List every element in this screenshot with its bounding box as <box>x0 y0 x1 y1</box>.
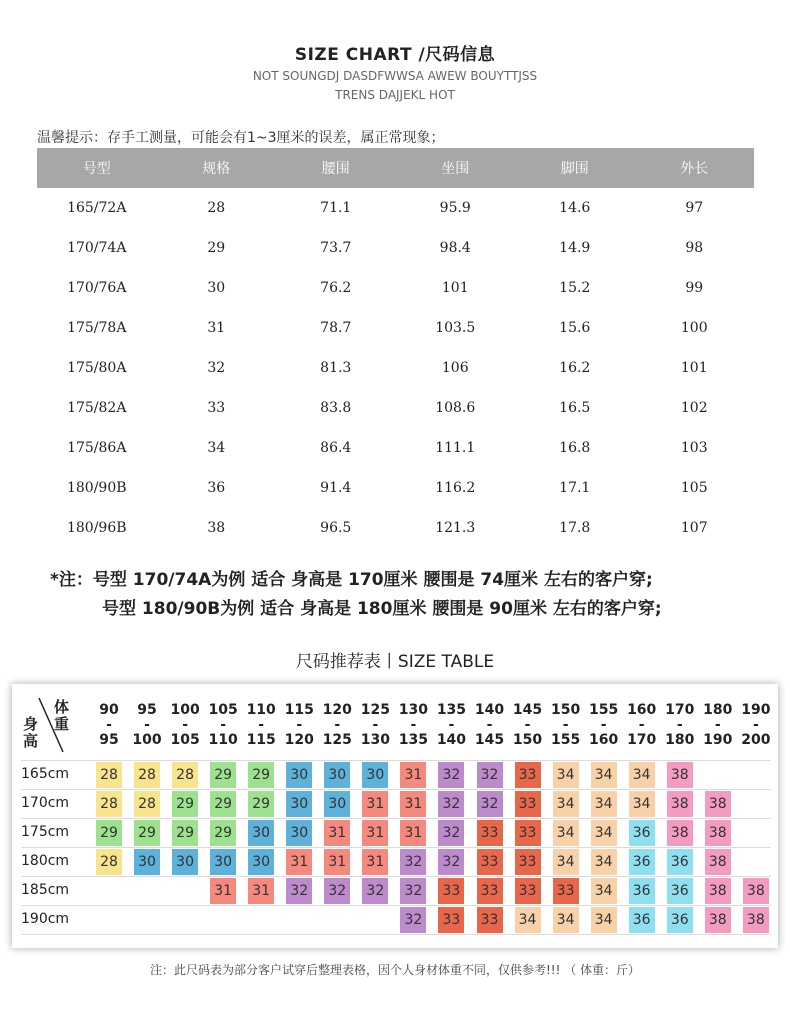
size-cell: 34 <box>591 762 617 788</box>
size-cell: 38 <box>743 907 769 933</box>
weight-range-header <box>128 703 166 748</box>
table-cell: 34 <box>207 440 226 456</box>
size-cell: 32 <box>438 791 464 817</box>
size-cell: 33 <box>477 820 503 846</box>
size-cell: 32 <box>438 820 464 846</box>
size-cell: 29 <box>134 820 160 846</box>
table-cell: 30 <box>207 280 226 296</box>
table-cell: 76.2 <box>320 280 352 296</box>
weight-range-high: 160 <box>589 732 619 748</box>
size-cell: 36 <box>629 849 655 875</box>
weight-range-dash: - <box>296 717 303 733</box>
table-row <box>37 428 754 468</box>
size-cell: 28 <box>172 762 198 788</box>
size-cell: 31 <box>324 820 350 846</box>
table-cell: 105 <box>680 480 708 496</box>
table-cell: 78.7 <box>320 320 352 336</box>
weight-range-header <box>699 703 737 748</box>
table-cell: 28 <box>207 200 226 216</box>
table-cell: 73.7 <box>320 240 352 256</box>
size-cell: 38 <box>705 791 731 817</box>
size-cell: 32 <box>324 878 350 904</box>
size-cell: 33 <box>553 878 579 904</box>
size-cell: 36 <box>667 849 693 875</box>
height-row-label: 175cm <box>21 824 70 840</box>
table-cell: 101 <box>680 360 708 376</box>
weight-range-dash: - <box>448 717 455 733</box>
height-row-label: 165cm <box>21 766 70 782</box>
table-cell: 175/86A <box>67 440 127 456</box>
size-cell: 38 <box>667 791 693 817</box>
size-cell: 30 <box>134 849 160 875</box>
size-cell: 28 <box>134 762 160 788</box>
weight-range-low: 135 <box>436 702 467 718</box>
col-header-waist: 腰围 <box>276 148 396 188</box>
table-cell: 99 <box>685 280 704 296</box>
weight-range-low: 160 <box>627 702 657 718</box>
page-title: SIZE CHART /尺码信息 <box>294 45 496 65</box>
weight-range-high: 105 <box>170 732 200 748</box>
weight-range-low: 105 <box>208 702 238 718</box>
table-cell: 29 <box>207 240 226 256</box>
weight-range-header <box>737 703 775 748</box>
size-cell: 30 <box>248 849 274 875</box>
size-cell: 38 <box>705 878 731 904</box>
weight-range-dash: - <box>486 717 493 733</box>
size-recommend-table <box>12 684 778 948</box>
grid-divider <box>21 847 771 848</box>
table-cell: 16.5 <box>559 400 591 416</box>
size-cell: 34 <box>553 820 579 846</box>
size-cell: 30 <box>362 762 388 788</box>
weight-range-low: 100 <box>170 702 200 718</box>
note-example-2: 号型 180/90B为例 适合 身高是 180厘米 腰围是 90厘米 左右的客户穿; <box>102 599 662 619</box>
table-cell: 116.2 <box>435 480 476 496</box>
size-cell: 28 <box>96 762 122 788</box>
size-cell: 32 <box>438 849 464 875</box>
weight-range-high: 100 <box>132 732 162 748</box>
weight-range-dash: - <box>676 717 683 733</box>
grid-divider <box>21 818 771 819</box>
size-cell: 30 <box>324 762 350 788</box>
size-cell: 34 <box>591 791 617 817</box>
table-cell: 102 <box>680 400 708 416</box>
weight-range-low: 140 <box>474 702 505 718</box>
col-header-size-code: 号型 <box>37 148 157 188</box>
table-row <box>37 348 754 388</box>
size-table-header-row <box>37 148 754 188</box>
weight-range-low: 145 <box>512 702 543 718</box>
weight-range-high: 170 <box>627 732 657 748</box>
table-cell: 96.5 <box>320 520 352 536</box>
table-cell: 175/78A <box>67 320 127 336</box>
weight-range-header <box>204 703 242 748</box>
weight-range-high: 140 <box>436 732 467 748</box>
height-row-label: 190cm <box>21 911 70 927</box>
table-cell: 100 <box>680 320 708 336</box>
table-cell: 32 <box>207 360 226 376</box>
size-cell: 36 <box>667 878 693 904</box>
table-cell: 17.1 <box>559 480 591 496</box>
weight-range-low: 170 <box>665 702 695 718</box>
table-cell: 14.6 <box>559 200 591 216</box>
size-cell: 31 <box>362 849 388 875</box>
weight-range-high: 155 <box>550 732 581 748</box>
height-axis-label: 身高 <box>23 715 39 750</box>
table-cell: 83.8 <box>320 400 352 416</box>
table-cell: 170/76A <box>67 280 127 296</box>
size-cell: 31 <box>362 820 388 846</box>
weight-range-low: 120 <box>322 702 352 718</box>
weight-range-dash: - <box>144 717 150 733</box>
table-cell: 97 <box>685 200 704 216</box>
weight-range-high: 200 <box>741 732 771 748</box>
weight-range-header <box>394 703 432 748</box>
size-cell: 38 <box>705 907 731 933</box>
subtitle-line-2: TRENS DAJJEKL HOT <box>335 88 455 102</box>
size-cell: 33 <box>515 791 541 817</box>
weight-range-low: 115 <box>284 702 314 718</box>
size-cell: 34 <box>553 762 579 788</box>
size-cell: 36 <box>629 878 655 904</box>
size-cell: 34 <box>591 820 617 846</box>
size-cell: 30 <box>210 849 236 875</box>
table-cell: 108.6 <box>435 400 476 416</box>
weight-range-high: 110 <box>208 732 238 748</box>
size-cell: 33 <box>477 849 503 875</box>
table-row <box>37 188 754 228</box>
col-header-spec: 规格 <box>157 148 277 188</box>
table-cell: 91.4 <box>320 480 352 496</box>
height-row-label: 180cm <box>21 853 70 869</box>
weight-range-header <box>356 703 394 748</box>
size-cell: 30 <box>286 762 312 788</box>
size-cell: 33 <box>515 820 541 846</box>
size-cell: 31 <box>324 849 350 875</box>
table-cell: 101 <box>441 280 469 296</box>
size-cell: 31 <box>400 791 426 817</box>
size-cell: 29 <box>172 820 198 846</box>
size-cell: 38 <box>705 849 731 875</box>
size-cell: 29 <box>172 791 198 817</box>
size-cell: 38 <box>667 820 693 846</box>
weight-range-header <box>90 703 128 748</box>
table-cell: 170/74A <box>67 240 127 256</box>
weight-range-dash: - <box>600 717 607 733</box>
size-cell: 36 <box>667 907 693 933</box>
size-cell: 34 <box>629 791 655 817</box>
size-cell: 34 <box>591 849 617 875</box>
table-cell: 103 <box>680 440 708 456</box>
weight-range-low: 155 <box>589 702 619 718</box>
table-cell: 98 <box>685 240 704 256</box>
grid-divider <box>21 905 771 906</box>
size-cell: 30 <box>286 791 312 817</box>
table-cell: 180/96B <box>66 520 127 536</box>
size-cell: 34 <box>629 762 655 788</box>
size-cell: 29 <box>210 762 236 788</box>
size-cell: 28 <box>96 791 122 817</box>
size-cell: 29 <box>248 762 274 788</box>
size-cell: 29 <box>96 820 122 846</box>
col-header-hip: 坐围 <box>396 148 516 188</box>
size-cell: 30 <box>286 820 312 846</box>
recommend-table-title: 尺码推荐表丨SIZE TABLE <box>295 652 495 672</box>
weight-range-low: 95 <box>137 702 157 718</box>
weight-range-low: 190 <box>741 702 771 718</box>
weight-range-high: 115 <box>246 732 276 748</box>
table-cell: 107 <box>680 520 708 536</box>
weight-range-high: 150 <box>512 732 543 748</box>
subtitle-line-1: NOT SOUNGDJ DASDFWWSA AWEW BOUYTTJSS <box>252 69 538 83</box>
weight-range-low: 130 <box>398 702 428 718</box>
weight-range-dash: - <box>752 717 759 733</box>
table-cell: 103.5 <box>435 320 476 336</box>
size-cell: 32 <box>438 762 464 788</box>
size-cell: 32 <box>477 762 503 788</box>
weight-range-header <box>280 703 318 748</box>
weight-range-header <box>242 703 280 748</box>
size-cell: 31 <box>248 878 274 904</box>
size-cell: 38 <box>667 762 693 788</box>
table-cell: 14.9 <box>559 240 591 256</box>
weight-range-high: 190 <box>703 732 733 748</box>
table-cell: 36 <box>207 480 226 496</box>
size-cell: 31 <box>286 849 312 875</box>
table-cell: 121.3 <box>435 520 476 536</box>
table-cell: 31 <box>207 320 226 336</box>
weight-range-dash: - <box>372 717 379 733</box>
weight-range-dash: - <box>334 717 341 733</box>
size-cell: 33 <box>438 878 464 904</box>
weight-range-dash: - <box>714 717 721 733</box>
size-cell: 33 <box>515 849 541 875</box>
table-row <box>37 388 754 428</box>
weight-range-dash: - <box>106 717 112 733</box>
size-cell: 31 <box>400 820 426 846</box>
table-cell: 71.1 <box>320 200 352 216</box>
size-cell: 31 <box>362 791 388 817</box>
size-cell: 33 <box>477 878 503 904</box>
weight-range-header <box>623 703 661 748</box>
weight-range-dash: - <box>638 717 645 733</box>
weight-range-header <box>318 703 356 748</box>
size-cell: 38 <box>705 820 731 846</box>
size-cell: 36 <box>629 820 655 846</box>
col-header-leg-opening: 脚围 <box>515 148 635 188</box>
weight-range-dash: - <box>562 717 569 733</box>
size-cell: 30 <box>172 849 198 875</box>
size-cell: 34 <box>553 791 579 817</box>
weight-range-dash: - <box>524 717 531 733</box>
table-cell: 175/80A <box>67 360 127 376</box>
table-cell: 38 <box>207 520 226 536</box>
weight-range-dash: - <box>220 717 227 733</box>
size-cell: 34 <box>515 907 541 933</box>
size-cell: 33 <box>515 878 541 904</box>
table-cell: 81.3 <box>320 360 352 376</box>
weight-range-dash: - <box>182 717 188 733</box>
weight-range-high: 130 <box>360 732 390 748</box>
size-cell: 34 <box>591 878 617 904</box>
table-row <box>37 228 754 268</box>
size-cell: 30 <box>324 791 350 817</box>
size-cell: 32 <box>400 849 426 875</box>
table-cell: 33 <box>207 400 226 416</box>
size-cell: 33 <box>438 907 464 933</box>
table-cell: 180/90B <box>66 480 127 496</box>
weight-range-dash: - <box>410 717 417 733</box>
col-header-outer-length: 外长 <box>635 148 755 188</box>
weight-range-header <box>432 703 470 748</box>
size-cell: 29 <box>248 791 274 817</box>
table-cell: 17.8 <box>559 520 591 536</box>
weight-range-header <box>509 703 547 748</box>
grid-divider <box>21 760 771 761</box>
table-row <box>37 308 754 348</box>
measurement-tip: 温馨提示：存手工测量，可能会有1~3厘米的误差，属正常现象； <box>37 130 445 146</box>
size-cell: 32 <box>400 907 426 933</box>
table-cell: 16.2 <box>559 360 591 376</box>
note-example-1: *注：号型 170/74A为例 适合 身高是 170厘米 腰围是 74厘米 左右的客户穿; <box>50 570 653 590</box>
size-cell: 28 <box>96 849 122 875</box>
table-row <box>37 468 754 508</box>
weight-range-dash: - <box>258 717 265 733</box>
weight-range-header <box>585 703 623 748</box>
size-cell: 36 <box>629 907 655 933</box>
weight-range-high: 135 <box>398 732 428 748</box>
table-cell: 86.4 <box>320 440 352 456</box>
table-cell: 16.8 <box>559 440 591 456</box>
weight-range-header <box>471 703 509 748</box>
table-cell: 106 <box>441 360 469 376</box>
weight-range-header <box>166 703 204 748</box>
table-cell: 111.1 <box>435 440 476 456</box>
size-cell: 33 <box>477 907 503 933</box>
grid-divider <box>21 934 771 935</box>
table-cell: 15.2 <box>559 280 591 296</box>
size-cell: 32 <box>286 878 312 904</box>
table-cell: 165/72A <box>67 200 127 216</box>
size-cell: 33 <box>515 762 541 788</box>
size-cell: 29 <box>210 820 236 846</box>
size-cell: 29 <box>210 791 236 817</box>
weight-axis-label: 体重 <box>54 698 70 733</box>
weight-range-high: 125 <box>322 732 352 748</box>
table-cell: 15.6 <box>559 320 591 336</box>
weight-range-header <box>547 703 585 748</box>
weight-range-high: 120 <box>284 732 314 748</box>
table-cell: 175/82A <box>67 400 127 416</box>
weight-range-low: 110 <box>246 702 276 718</box>
size-chart-table <box>37 148 754 548</box>
weight-range-high: 95 <box>99 732 119 748</box>
height-row-label: 185cm <box>21 882 70 898</box>
grid-divider <box>21 876 771 877</box>
size-cell: 28 <box>134 791 160 817</box>
grid-divider <box>21 789 771 790</box>
table-cell: 98.4 <box>439 240 471 256</box>
size-cell: 34 <box>553 849 579 875</box>
weight-range-low: 125 <box>360 702 390 718</box>
size-cell: 30 <box>248 820 274 846</box>
weight-range-low: 90 <box>99 702 119 718</box>
weight-range-low: 150 <box>550 702 581 718</box>
weight-range-header <box>661 703 699 748</box>
size-cell: 34 <box>553 907 579 933</box>
size-cell: 31 <box>400 762 426 788</box>
table-row <box>37 508 754 548</box>
size-cell: 32 <box>362 878 388 904</box>
weight-range-high: 180 <box>665 732 695 748</box>
size-cell: 31 <box>210 878 236 904</box>
height-row-label: 170cm <box>21 795 70 811</box>
weight-range-low: 180 <box>703 702 733 718</box>
weight-range-high: 145 <box>474 732 505 748</box>
size-cell: 38 <box>743 878 769 904</box>
footer-note: 注：此尺码表为部分客户试穿后整理表格，因个人身材体重不同，仅供参考!!! （ 体重：斤） <box>149 963 641 977</box>
size-cell: 34 <box>591 907 617 933</box>
table-row <box>37 268 754 308</box>
size-cell: 32 <box>400 878 426 904</box>
table-cell: 95.9 <box>439 200 471 216</box>
size-cell: 32 <box>477 791 503 817</box>
